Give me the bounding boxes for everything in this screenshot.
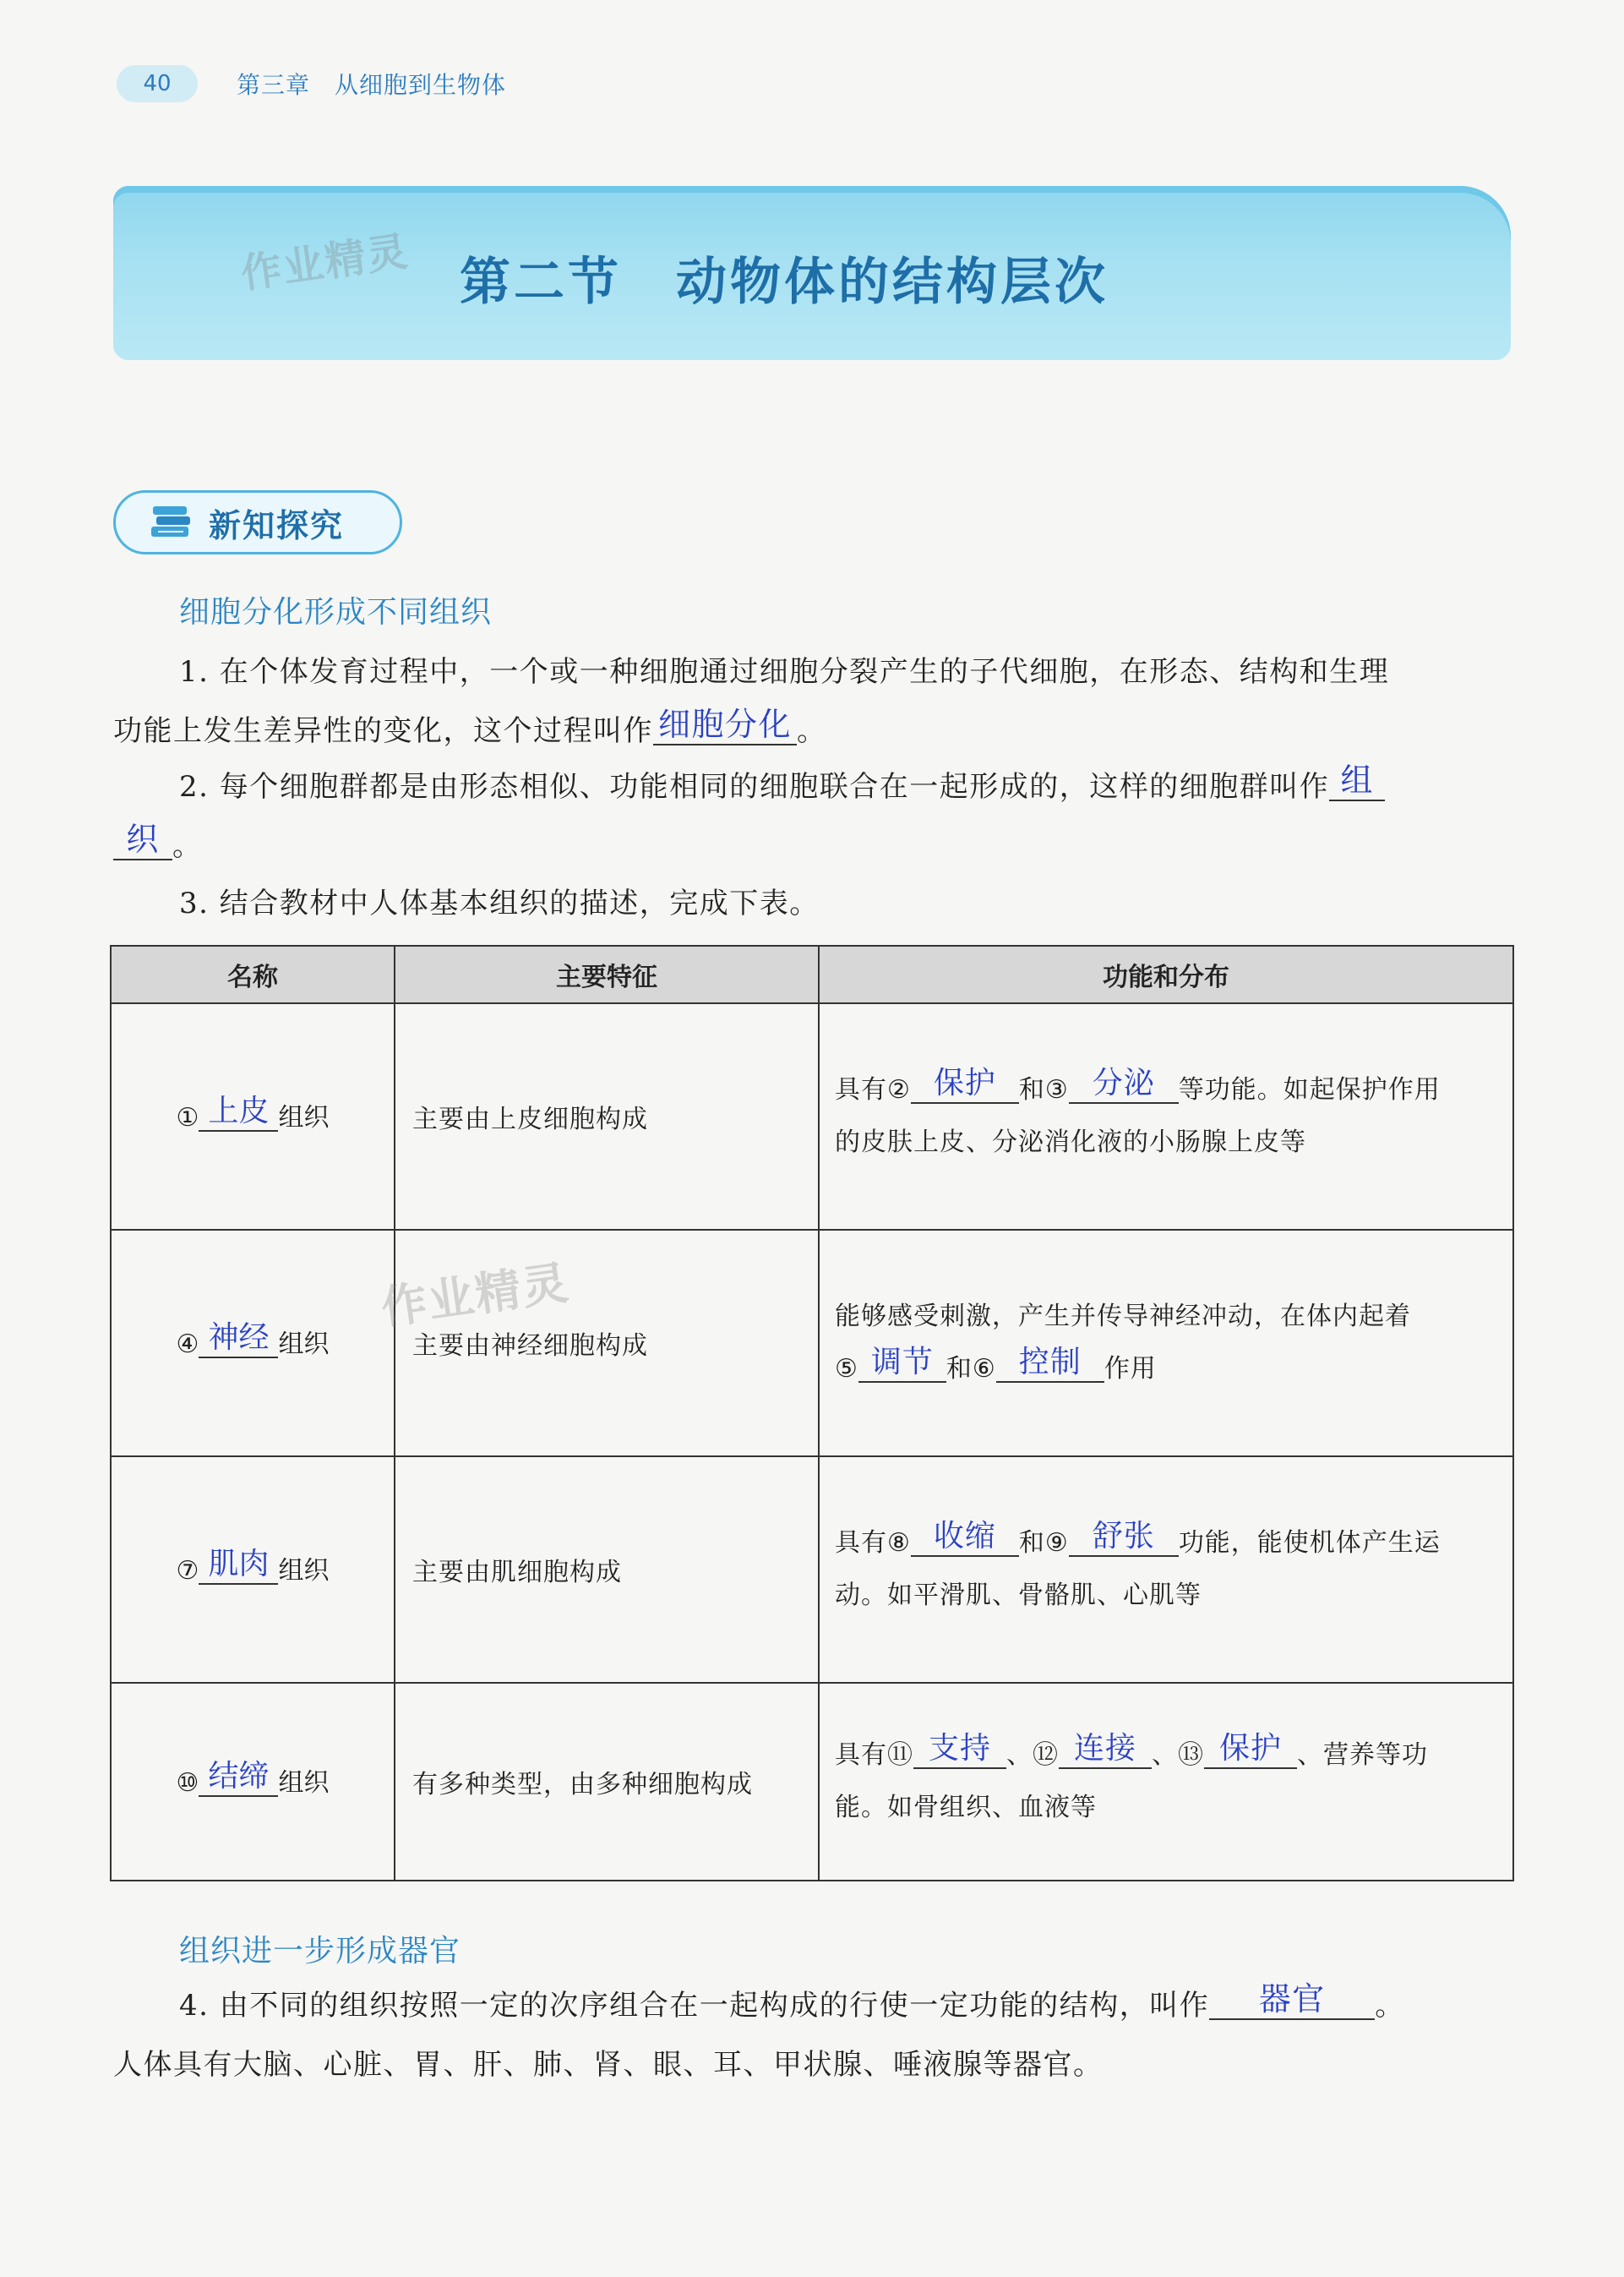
function-cell: 能够感受刺激，产生并传导神经冲动，在体内起着 ⑤ 调节 和⑥ 控制 作用 [819, 1230, 1513, 1456]
table-header: 名称 [111, 946, 395, 1003]
answer-blank: 组 [1329, 764, 1385, 801]
question-1: 1. 在个体发育过程中，一个或一种细胞通过细胞分裂产生的子代细胞，在形态、结构和生理 功能上发生差异性的变化，这个过程叫作 细胞分化 。 [113, 655, 1390, 748]
answer-blank: 连接 [1059, 1734, 1152, 1769]
page-header [117, 63, 506, 105]
answer-blank: 器官 [1209, 1983, 1375, 2020]
question-2: 2. 每个细胞群都是由形态相似、功能相同的细胞联合在一起形成的，这样的细胞群叫作 组 织 。 [113, 757, 1516, 876]
table-header: 主要特征 [395, 946, 819, 1003]
function-cell: 具有② 保护 和③ 分泌 等功能。如起保护作用 的皮肤上皮、分泌消化液的小肠腺上皮等 [819, 1003, 1513, 1230]
feature-cell: 主要由肌细胞构成 [395, 1456, 819, 1683]
section-label: 新知探究 [209, 506, 345, 544]
answer-blank: 结缔 [199, 1761, 278, 1797]
section-label-pill [113, 490, 402, 554]
answer-blank: 支持 [913, 1734, 1006, 1769]
table-row [111, 1683, 1513, 1881]
section-banner [113, 186, 1511, 360]
feature-cell: 有多种类型，由多种细胞构成 [395, 1683, 819, 1881]
feature-cell: 主要由上皮细胞构成 [395, 1003, 819, 1230]
answer-blank: 肌肉 [199, 1549, 278, 1585]
feature-cell: 主要由神经细胞构成 [395, 1230, 819, 1456]
subheading-differentiation: 细胞分化形成不同组织 [179, 595, 493, 630]
section-title: 第二节 动物体的结构层次 [460, 253, 1109, 312]
question-4: 4. 由不同的组织按照一定的次序组合在一起构成的行使一定功能的结构，叫作 器官 。 人体具有大脑、心脏、胃、肝、肺、肾、眼、耳、甲状腺、唾液腺等器官。 [113, 1980, 1405, 2082]
answer-blank: 织 [113, 823, 172, 860]
table-header: 功能和分布 [819, 946, 1513, 1003]
books-icon [150, 503, 193, 542]
watermark-text: 作业精灵 [378, 1255, 573, 1335]
answer-blank: 细胞分化 [653, 708, 797, 745]
tissue-name-cell: ④ 神经 组织 [111, 1230, 395, 1456]
tissue-name-cell: ⑩ 结缔 组织 [111, 1683, 395, 1881]
answer-blank: 分泌 [1069, 1068, 1179, 1104]
answer-blank: 调节 [858, 1347, 946, 1383]
table-header-row [111, 946, 1513, 1003]
answer-blank: 舒张 [1069, 1521, 1179, 1557]
question-3: 3. 结合教材中人体基本组织的描述，完成下表。 [179, 887, 820, 920]
tissue-name-cell: ⑦ 肌肉 组织 [111, 1456, 395, 1683]
tissue-table [110, 945, 1514, 1881]
function-cell: 具有⑪ 支持 、⑫ 连接 、⑬ 保护 、营养等功 能。如骨组织、血液等 [819, 1683, 1513, 1881]
answer-blank: 神经 [199, 1323, 278, 1358]
answer-blank: 收缩 [911, 1521, 1019, 1557]
table-row [111, 1230, 1513, 1456]
subheading-organs: 组织进一步形成器官 [179, 1934, 461, 1968]
answer-blank: 保护 [911, 1068, 1019, 1104]
function-cell: 具有⑧ 收缩 和⑨ 舒张 功能，能使机体产生运 动。如平滑肌、骨骼肌、心肌等 [819, 1456, 1513, 1683]
chapter-title: 第三章 从细胞到生物体 [237, 71, 507, 99]
tissue-name-cell: ① 上皮 组织 [111, 1003, 395, 1230]
watermark-text: 作业精灵 [237, 227, 412, 298]
answer-blank: 控制 [996, 1347, 1104, 1383]
page-number: 40 [117, 65, 198, 102]
table-row [111, 1003, 1513, 1230]
answer-blank: 上皮 [199, 1096, 278, 1132]
answer-blank: 保护 [1204, 1734, 1297, 1769]
table-row [111, 1456, 1513, 1683]
